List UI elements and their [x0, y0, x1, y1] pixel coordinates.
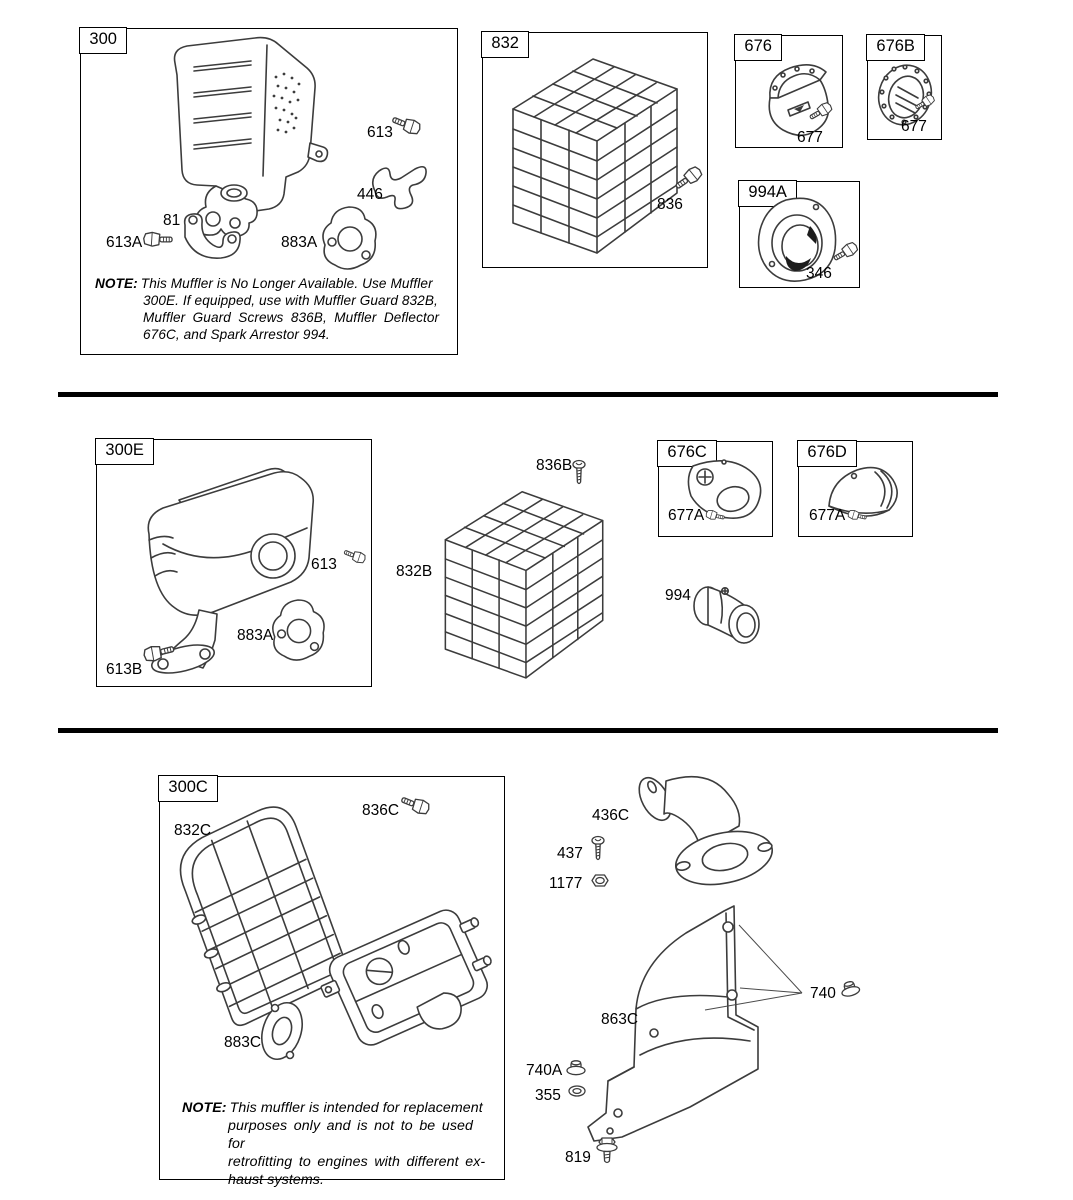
part-label-677: 677: [797, 129, 823, 146]
group-box-300C: [159, 776, 505, 1188]
part-label-613A: 613A: [106, 234, 143, 251]
group-tag-676C-text: 676C: [667, 443, 707, 462]
part-label-863C: 863C: [601, 1011, 639, 1028]
part-label-613: 613: [367, 124, 393, 141]
note-300C: [182, 1099, 496, 1189]
part-label-836B: 836B: [536, 457, 573, 474]
section-divider-1: [58, 392, 998, 397]
gasket-drawing-883A-300E: [267, 596, 329, 666]
bolt-icon-613: [389, 111, 427, 139]
part-label-883C: 883C: [224, 1034, 262, 1051]
part-label-677A-676D: 677A: [809, 507, 846, 524]
muffler-guard-drawing-832: [497, 43, 695, 261]
note-300C-line-2: purposes only and is not to be used for: [228, 1118, 474, 1152]
muffler-guard-drawing-832B: [430, 476, 620, 686]
note-300-line-2: 300E. If equipped, use with Muffler Guard 832B,: [143, 293, 438, 308]
screw-icon-437: [591, 836, 605, 862]
note-300C-line-3: retrofitting to engines with different ex-: [228, 1154, 486, 1170]
group-tag-676B-text: 676B: [876, 37, 915, 56]
part-label-613-300E: 613: [311, 556, 337, 573]
flange-nut-icon-740A: [566, 1059, 586, 1076]
group-tag-676D-text: 676D: [807, 443, 847, 462]
group-tag-994A-text: 994A: [748, 183, 787, 202]
bolt-icon-836C: [398, 791, 436, 819]
part-label-677B: 677: [901, 118, 927, 135]
exhaust-elbow-drawing-436C: [628, 772, 778, 886]
group-box-676D: [798, 441, 913, 537]
gasket-drawing-883A: [317, 203, 381, 275]
bolt-icon-613A: [139, 231, 173, 248]
part-label-436C: 436C: [592, 807, 630, 824]
group-box-300E: [96, 439, 372, 687]
part-label-836C: 836C: [362, 802, 400, 819]
washer-icon-355: [568, 1085, 586, 1097]
group-box-676B: [867, 35, 942, 140]
part-label-677A-676C: 677A: [668, 507, 705, 524]
part-label-346: 346: [806, 265, 832, 282]
group-tag-300C-text: 300C: [168, 778, 208, 797]
nut-icon-1177: [591, 873, 609, 888]
group-tag-676B: [866, 34, 925, 60]
group-tag-300-text: 300: [89, 30, 117, 49]
note-300-line-1: NOTE: This Muffler is No Longer Available. Use Muffler: [95, 276, 433, 291]
part-label-355: 355: [535, 1087, 561, 1104]
note-300C-line-4: haust systems.: [228, 1172, 325, 1188]
group-tag-676: [734, 34, 782, 60]
note-300C-line-1: NOTE: This muffler is intended for replacement: [182, 1100, 483, 1116]
group-box-300: [80, 28, 458, 355]
group-tag-300: [79, 27, 127, 53]
gasket-drawing-883C: [256, 999, 308, 1063]
group-box-994A: [739, 181, 860, 288]
flange-bolt-icon-819: [596, 1136, 618, 1166]
part-label-446: 446: [357, 186, 383, 203]
group-tag-832-text: 832: [491, 34, 519, 53]
part-label-819: 819: [565, 1149, 591, 1166]
leader-lines-740: [690, 915, 820, 1015]
note-300-line-3: Muffler Guard Screws 836B, Muffler Deflector: [143, 310, 440, 325]
muffler-drawing-300C: [308, 891, 504, 1063]
group-box-832: [482, 32, 708, 268]
part-label-994: 994: [665, 587, 691, 604]
part-label-81: 81: [163, 212, 181, 229]
section-divider-2: [58, 728, 998, 733]
strap-gasket-drawing-81: [177, 209, 243, 263]
part-label-836: 836: [657, 196, 683, 213]
part-label-832C: 832C: [174, 822, 212, 839]
part-label-740A: 740A: [526, 1062, 563, 1079]
part-label-832B: 832B: [396, 563, 433, 580]
part-label-740: 740: [810, 985, 836, 1002]
part-label-437: 437: [557, 845, 583, 862]
spark-arrestor-drawing-994: [688, 578, 768, 650]
group-tag-676-text: 676: [744, 37, 772, 56]
note-300: [95, 275, 453, 343]
part-label-613B: 613B: [106, 661, 143, 678]
note-300-line-4: 676C, and Spark Arrestor 994.: [143, 327, 330, 342]
part-label-1177: 1177: [549, 875, 583, 892]
group-tag-300E-text: 300E: [105, 441, 144, 460]
group-box-676C: [658, 441, 773, 537]
part-label-883A: 883A: [281, 234, 318, 251]
group-box-676: [735, 35, 843, 148]
flange-nut-icon-740: [838, 978, 862, 1000]
part-label-883A-300E: 883A: [237, 627, 274, 644]
